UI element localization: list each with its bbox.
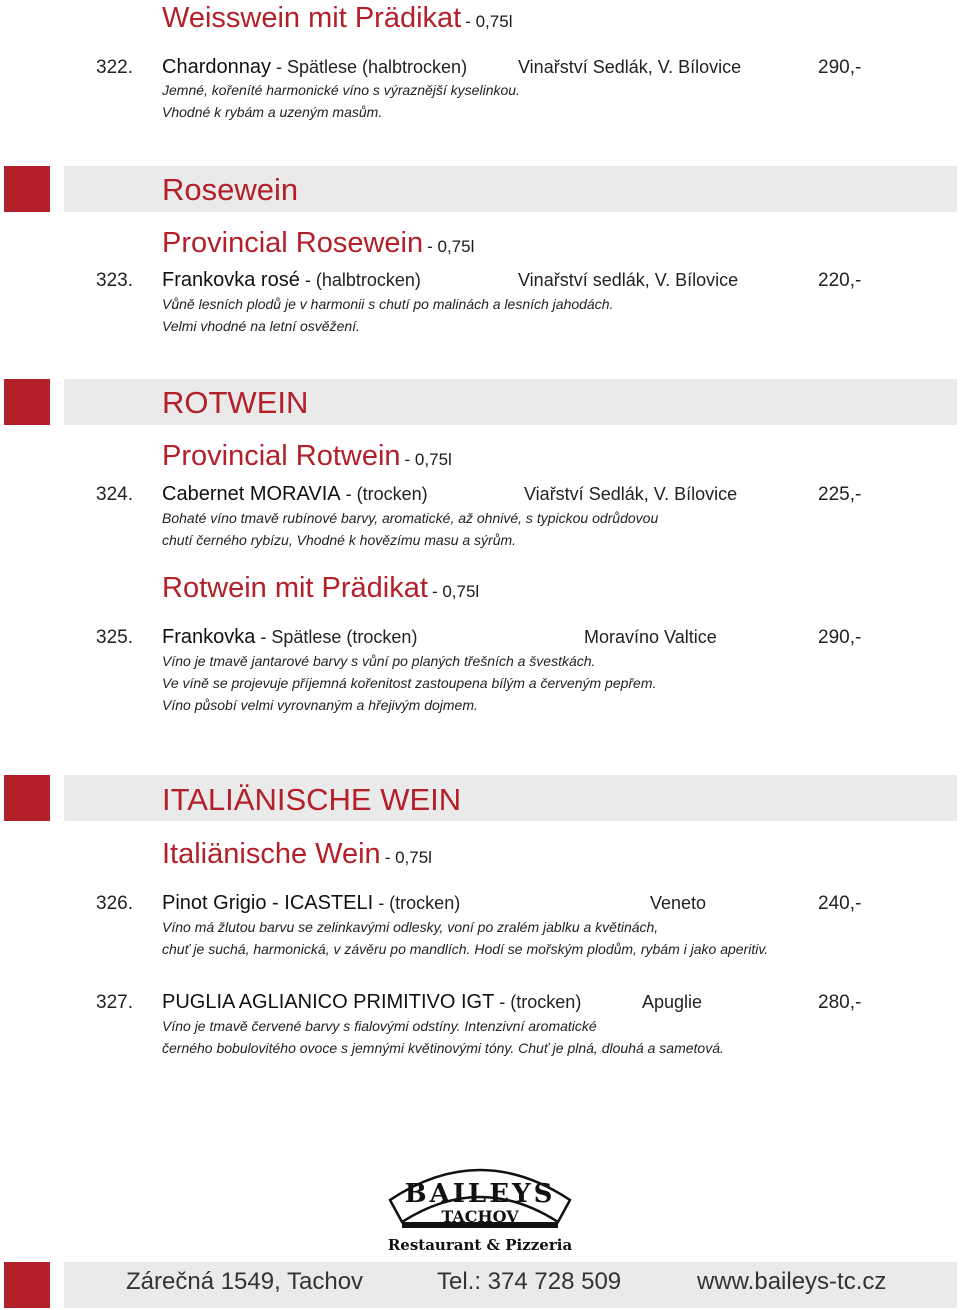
footer-address: Zárečná 1549, Tachov xyxy=(126,1268,364,1295)
logo-tagline-text: Restaurant & Pizzeria xyxy=(387,1236,573,1254)
wine-number: 322. xyxy=(96,57,133,78)
logo-city-text: TACHOV xyxy=(441,1207,519,1226)
wine-producer: Moravíno Valtice xyxy=(584,627,717,647)
wine-price: 290,- xyxy=(818,627,862,648)
section-title-rotwein-pradikat: Rotwein mit Prädikat - 0,75l xyxy=(162,572,480,604)
wine-price: 225,- xyxy=(818,484,862,505)
wine-producer: Apuglie xyxy=(642,992,703,1012)
wine-producer: Viařství Sedlák, V. Bílovice xyxy=(524,484,738,504)
wine-description: Víno je tmavě jantarové barvy s vůní po planých třešních a švestkách. Ve víně se projevuje příjemná kořenitost zastoupena bílým a červeným pepřem. Víno působí velmi vyrovnaným a hřejivým dojmem. xyxy=(162,653,657,713)
wine-name: PUGLIA AGLIANICO PRIMITIVO IGT - (trocken) xyxy=(162,991,582,1013)
wine-producer: Vinařství Sedlák, V. Bílovice xyxy=(518,57,742,77)
wine-number: 325. xyxy=(96,627,133,648)
wine-number: 326. xyxy=(96,893,133,914)
baileys-logo xyxy=(380,1150,580,1260)
section-title-provincial-rotwein: Provincial Rotwein - 0,75l xyxy=(162,440,452,472)
section-title-italienische-wein: ITALIÄNISCHE WEIN xyxy=(162,782,462,817)
logo-badge-icon xyxy=(380,1150,580,1260)
wine-description: Víno má žlutou barvu se zelinkavými odlesky, voní po zralém jablku a květinách, chuť je suchá, harmonická, v závěru po mandlích. Hodí se mořským plodům, rybám i jako aperitiv. xyxy=(162,919,769,957)
section-title-italienische-sub: Italiänische Wein - 0,75l xyxy=(162,838,432,870)
section-marker xyxy=(4,775,50,821)
wine-producer: Vinařství sedlák, V. Bílovice xyxy=(518,270,739,290)
section-title-provincial-rosewein: Provincial Rosewein - 0,75l xyxy=(162,227,475,259)
section-title-rosewein: Rosewein xyxy=(162,172,299,207)
wine-price: 280,- xyxy=(818,992,862,1013)
wine-description: Vůně lesních plodů je v harmonii s chutí po malinách a lesních jahodách. Velmi vhodné na letní osvěžení. xyxy=(162,296,614,334)
footer-website: www.baileys-tc.cz xyxy=(697,1268,887,1295)
wine-number: 327. xyxy=(96,992,133,1013)
wine-description: Víno je tmavě červené barvy s fialovými odstíny. Intenzivní aromatické černého bobulovitého ovoce s jemnými květinovými tóny. Chuť je plná, dlouhá a sametová. xyxy=(162,1018,724,1056)
wine-number: 323. xyxy=(96,270,133,291)
wine-description: Bohaté víno tmavě rubínové barvy, aromatické, až ohnivé, s typickou odrůdovou chutí černého rybízu, Vhodné k hovězímu masu a sýrům. xyxy=(162,510,659,548)
wine-price: 290,- xyxy=(818,57,862,78)
section-marker xyxy=(4,166,50,212)
section-title-rotwein: ROTWEIN xyxy=(162,385,309,420)
footer-marker xyxy=(4,1262,50,1308)
wine-name: Chardonnay - Spätlese (halbtrocken) xyxy=(162,56,468,78)
wine-number: 324. xyxy=(96,484,133,505)
wine-name: Frankovka rosé - (halbtrocken) xyxy=(162,269,421,291)
wine-name: Frankovka - Spätlese (trocken) xyxy=(162,626,418,648)
footer-phone: Tel.: 374 728 509 xyxy=(437,1268,622,1295)
wine-producer: Veneto xyxy=(650,893,707,913)
section-title-weisswein-pradikat: Weisswein mit Prädikat - 0,75l xyxy=(162,2,513,34)
section-marker xyxy=(4,379,50,425)
logo-brand-text: BAILEYS xyxy=(404,1179,556,1209)
wine-name: Cabernet MORAVIA - (trocken) xyxy=(162,483,428,505)
wine-description: Jemné, kořeníté harmonické víno s výraznější kyselinkou. Vhodné k rybám a uzeným masům. xyxy=(162,82,520,120)
wine-price: 240,- xyxy=(818,893,862,914)
wine-price: 220,- xyxy=(818,270,862,291)
wine-name: Pinot Grigio - ICASTELI - (trocken) xyxy=(162,892,461,914)
